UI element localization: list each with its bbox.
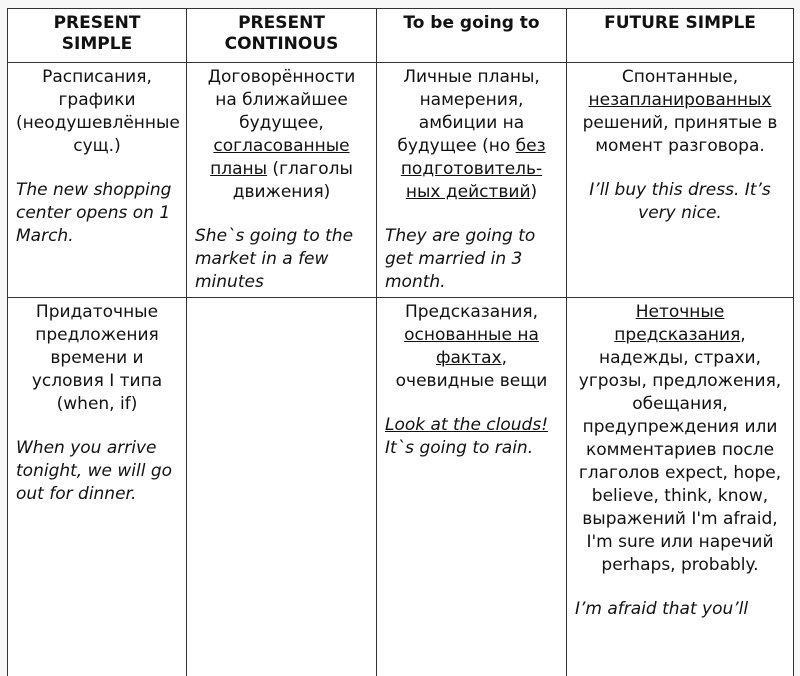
usage-text-part: Договорённости на ближайшее будущее, — [207, 67, 356, 133]
cell-present-simple-schedules — [8, 63, 187, 298]
usage-text-underlined: Неточные предсказания — [614, 302, 741, 345]
header-line: To be going to — [403, 13, 540, 33]
usage-text — [575, 301, 785, 577]
usage-text-part: Личные планы, намерения, амбиции на будущее (но — [397, 67, 540, 156]
usage-text — [385, 301, 558, 393]
example-text: They are going to get married in 3 month. — [385, 226, 536, 292]
cell-present-simple-clauses — [8, 298, 187, 676]
header-present-continuous — [187, 9, 377, 63]
usage-text — [195, 66, 368, 204]
usage-text-underlined: основанные на фактах — [404, 325, 539, 368]
future-tenses-table — [7, 8, 794, 676]
usage-text-part: решений, принятые в момент разговора. — [582, 113, 778, 156]
example-text: I’m afraid that you’ll — [575, 599, 749, 619]
header-present-simple — [8, 9, 187, 63]
header-to-be-going-to — [377, 9, 567, 63]
cell-future-simple-spontaneous — [567, 63, 794, 298]
cell-present-continuous-empty — [187, 298, 377, 676]
table-row — [8, 63, 794, 298]
header-future-simple — [567, 9, 794, 63]
example-text-underlined: Look at the clouds! — [385, 415, 549, 435]
example-text-part: It`s going to rain. — [385, 438, 534, 458]
usage-text-underlined: без подготовитель-ных действий — [400, 136, 546, 202]
usage-text — [385, 66, 558, 204]
table-row — [8, 298, 794, 676]
usage-text-part: , надежды, страхи, угрозы, предложения, обещания, предупреждения или комментариев после глаголов expect, hope, believe, think, know, выражений I'm afraid, I'm sure или наречий perhaps, probably. — [578, 325, 782, 575]
usage-text-part: Спонтанные, — [621, 67, 739, 87]
header-line: PRESENT — [53, 13, 141, 33]
usage-text-part: ) — [530, 182, 538, 202]
example-text: When you arrive tonight, we will go out for dinner. — [16, 438, 173, 504]
cell-present-continuous-arrangements — [187, 63, 377, 298]
usage-text-part: (глаголы движения) — [232, 159, 353, 202]
usage-text — [575, 66, 785, 158]
usage-text: Придаточные предложения времени и условия I типа (when, if) — [31, 302, 163, 414]
usage-text-underlined: незапланированных — [588, 90, 772, 110]
header-line: CONTINOUS — [224, 34, 339, 54]
header-line: SIMPLE — [61, 34, 133, 54]
header-line: PRESENT — [238, 13, 325, 33]
example-text: The new shopping center opens on 1 March. — [16, 180, 172, 246]
usage-text-part: Предсказания, — [404, 302, 539, 322]
usage-text-part: , очевидные вещи — [395, 348, 548, 391]
example-text: I’ll buy this dress. It’s very nice. — [589, 180, 771, 223]
header-row — [8, 9, 794, 63]
cell-future-simple-predictions — [567, 298, 794, 676]
header-line: FUTURE SIMPLE — [604, 13, 756, 33]
example-text — [385, 414, 558, 460]
cell-going-to-plans — [377, 63, 567, 298]
cell-going-to-predictions — [377, 298, 567, 676]
usage-text-underlined: согласованные планы — [210, 136, 350, 179]
example-text: She`s going to the market in a few minutes — [195, 226, 354, 292]
usage-text: Расписания, графики (неодушевлённые сущ.) — [16, 67, 180, 156]
